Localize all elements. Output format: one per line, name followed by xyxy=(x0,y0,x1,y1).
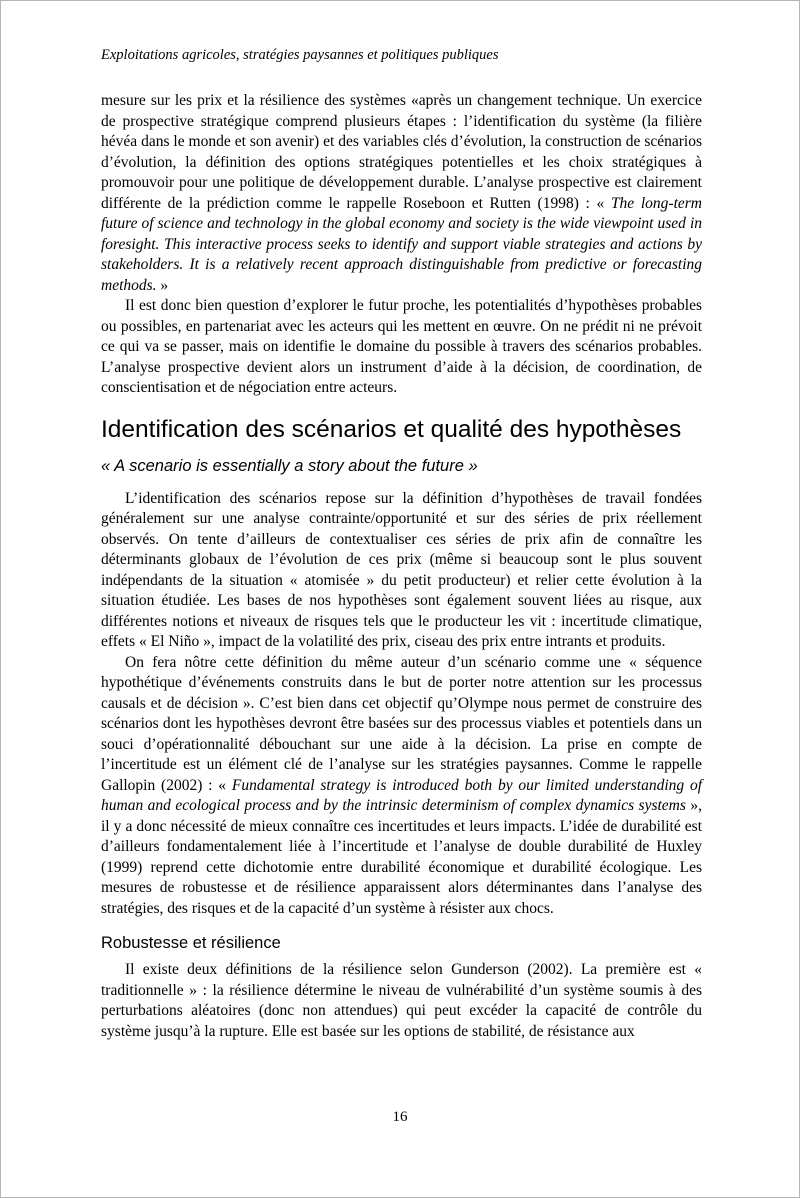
quote-text-run: Fundamental strategy is introduced both by our limited understanding of human and ecological process and by the intrinsic determinism of complex dynamics systems xyxy=(101,776,703,814)
paragraph-3: L’identification des scénarios repose sur la définition d’hypothèses de travail fondées généralement sur une analyse contrainte/opportunité et sur des séries de prix réellement observés. On tente d’ailleurs de contextualiser ces séries de prix afin de connaître les déterminants globaux de l’évolution de ces prix (même si beaucoup sont le plus souvent indépendants de la situation « atomisée » du petit producteur) et relier cette évolution à la situation étudiée. Les bases de nos hypothèses sont également souvent liées au risque, aux différentes notions et niveaux de risques tels que le producteur les vit : incertitude climatique, effets « El Niño », impact de la volatilité des prix, ciseau des prix entre intrants et produits. xyxy=(101,489,702,650)
text-run: », il y a donc nécessité de mieux connaître ces incertitudes et leurs impacts. L’idée de durabilité est d’ailleurs fondamentalement liée à l’incertitude et l’analyse de double durabilité de Huxley (1999) reprend cette dichotomie entre durabilité économique et durabilité écologique. Les mesures de robustesse et de résilience apparaissent alors déterminantes dans l’analyse des stratégies, des risques et de la capacité d’un système à résister aux chocs. xyxy=(101,797,702,917)
text-run: mesure sur les prix et la résilience des systèmes «après un changement technique. Un exercice de prospective stratégique comprend plusieurs étapes : l’identification du système (la filière hévéa dans le monde et son avenir) et des variables clés d’évolution, la construction de scénarios d’évolution, la définition des options stratégiques potentielles et les choix stratégiques à promouvoir pour une politique de développement durable. L’analyse prospective est clairement différente de la prédiction comme le rappelle Roseboon et Rutten (1998) : « xyxy=(101,92,702,212)
subsection-heading: Robustesse et résilience xyxy=(101,934,281,952)
paragraph-2: Il est donc bien question d’explorer le futur proche, les potentialités d’hypothèses probables ou possibles, en partenariat avec les acteurs qui les mettent en œuvre. On ne prédit ni ne prévoit ce qui va se passer, mais on identifie le domaine du possible à travers des scénarios probables. L’analyse prospective devient alors un instrument d’aide à la décision, de coordination, de conscientisation et de négociation entre acteurs. xyxy=(101,297,702,396)
page-body xyxy=(101,91,702,1042)
paragraph-5: Il existe deux définitions de la résilience selon Gunderson (2002). La première est « traditionnelle » : la résilience détermine le niveau de vulnérabilité d’un système soumis à des perturbations aléatoires (donc non attendues) qui peut excéder la capacité de contrôle du système jusqu’à la rupture. Elle est basée sur les options de stabilité, de résistance aux xyxy=(101,961,702,1040)
text-run: » xyxy=(156,276,169,294)
paragraph-4 xyxy=(101,653,702,920)
quote-text-run: The long-term future of science and technology in the global economy and society is the wide viewpoint used in foresight. This interactive process seeks to identify and support viable strategies and actions by stakeholders. It is a relatively recent approach distinguishable from predictive or forecasting methods. xyxy=(101,194,702,294)
running-header: Exploitations agricoles, stratégies paysannes et politiques publiques xyxy=(101,47,499,63)
page-number: 16 xyxy=(392,1109,408,1125)
subsection-quote: « A scenario is essentially a story about the future » xyxy=(101,456,478,475)
text-run: On fera nôtre cette définition du même auteur d’un scénario comme une « séquence hypothétique d’événements construits dans le but de porter notre attention sur les processus causals et de décision ». C’est bien dans cet objectif qu’Olympe nous permet de construire des scénarios dont les hypothèses devront être basées sur des processus viables et potentiels dans un souci d’opérationnalité débouchant sur une aide à la décision. La prise en compte de l’incertitude est un élément clé de l’analyse sur les stratégies paysannes. Comme le rappelle Gallopin (2002) : « xyxy=(101,653,702,794)
paragraph-1 xyxy=(101,91,702,296)
section-heading: Identification des scénarios et qualité des hypothèses xyxy=(101,415,682,443)
